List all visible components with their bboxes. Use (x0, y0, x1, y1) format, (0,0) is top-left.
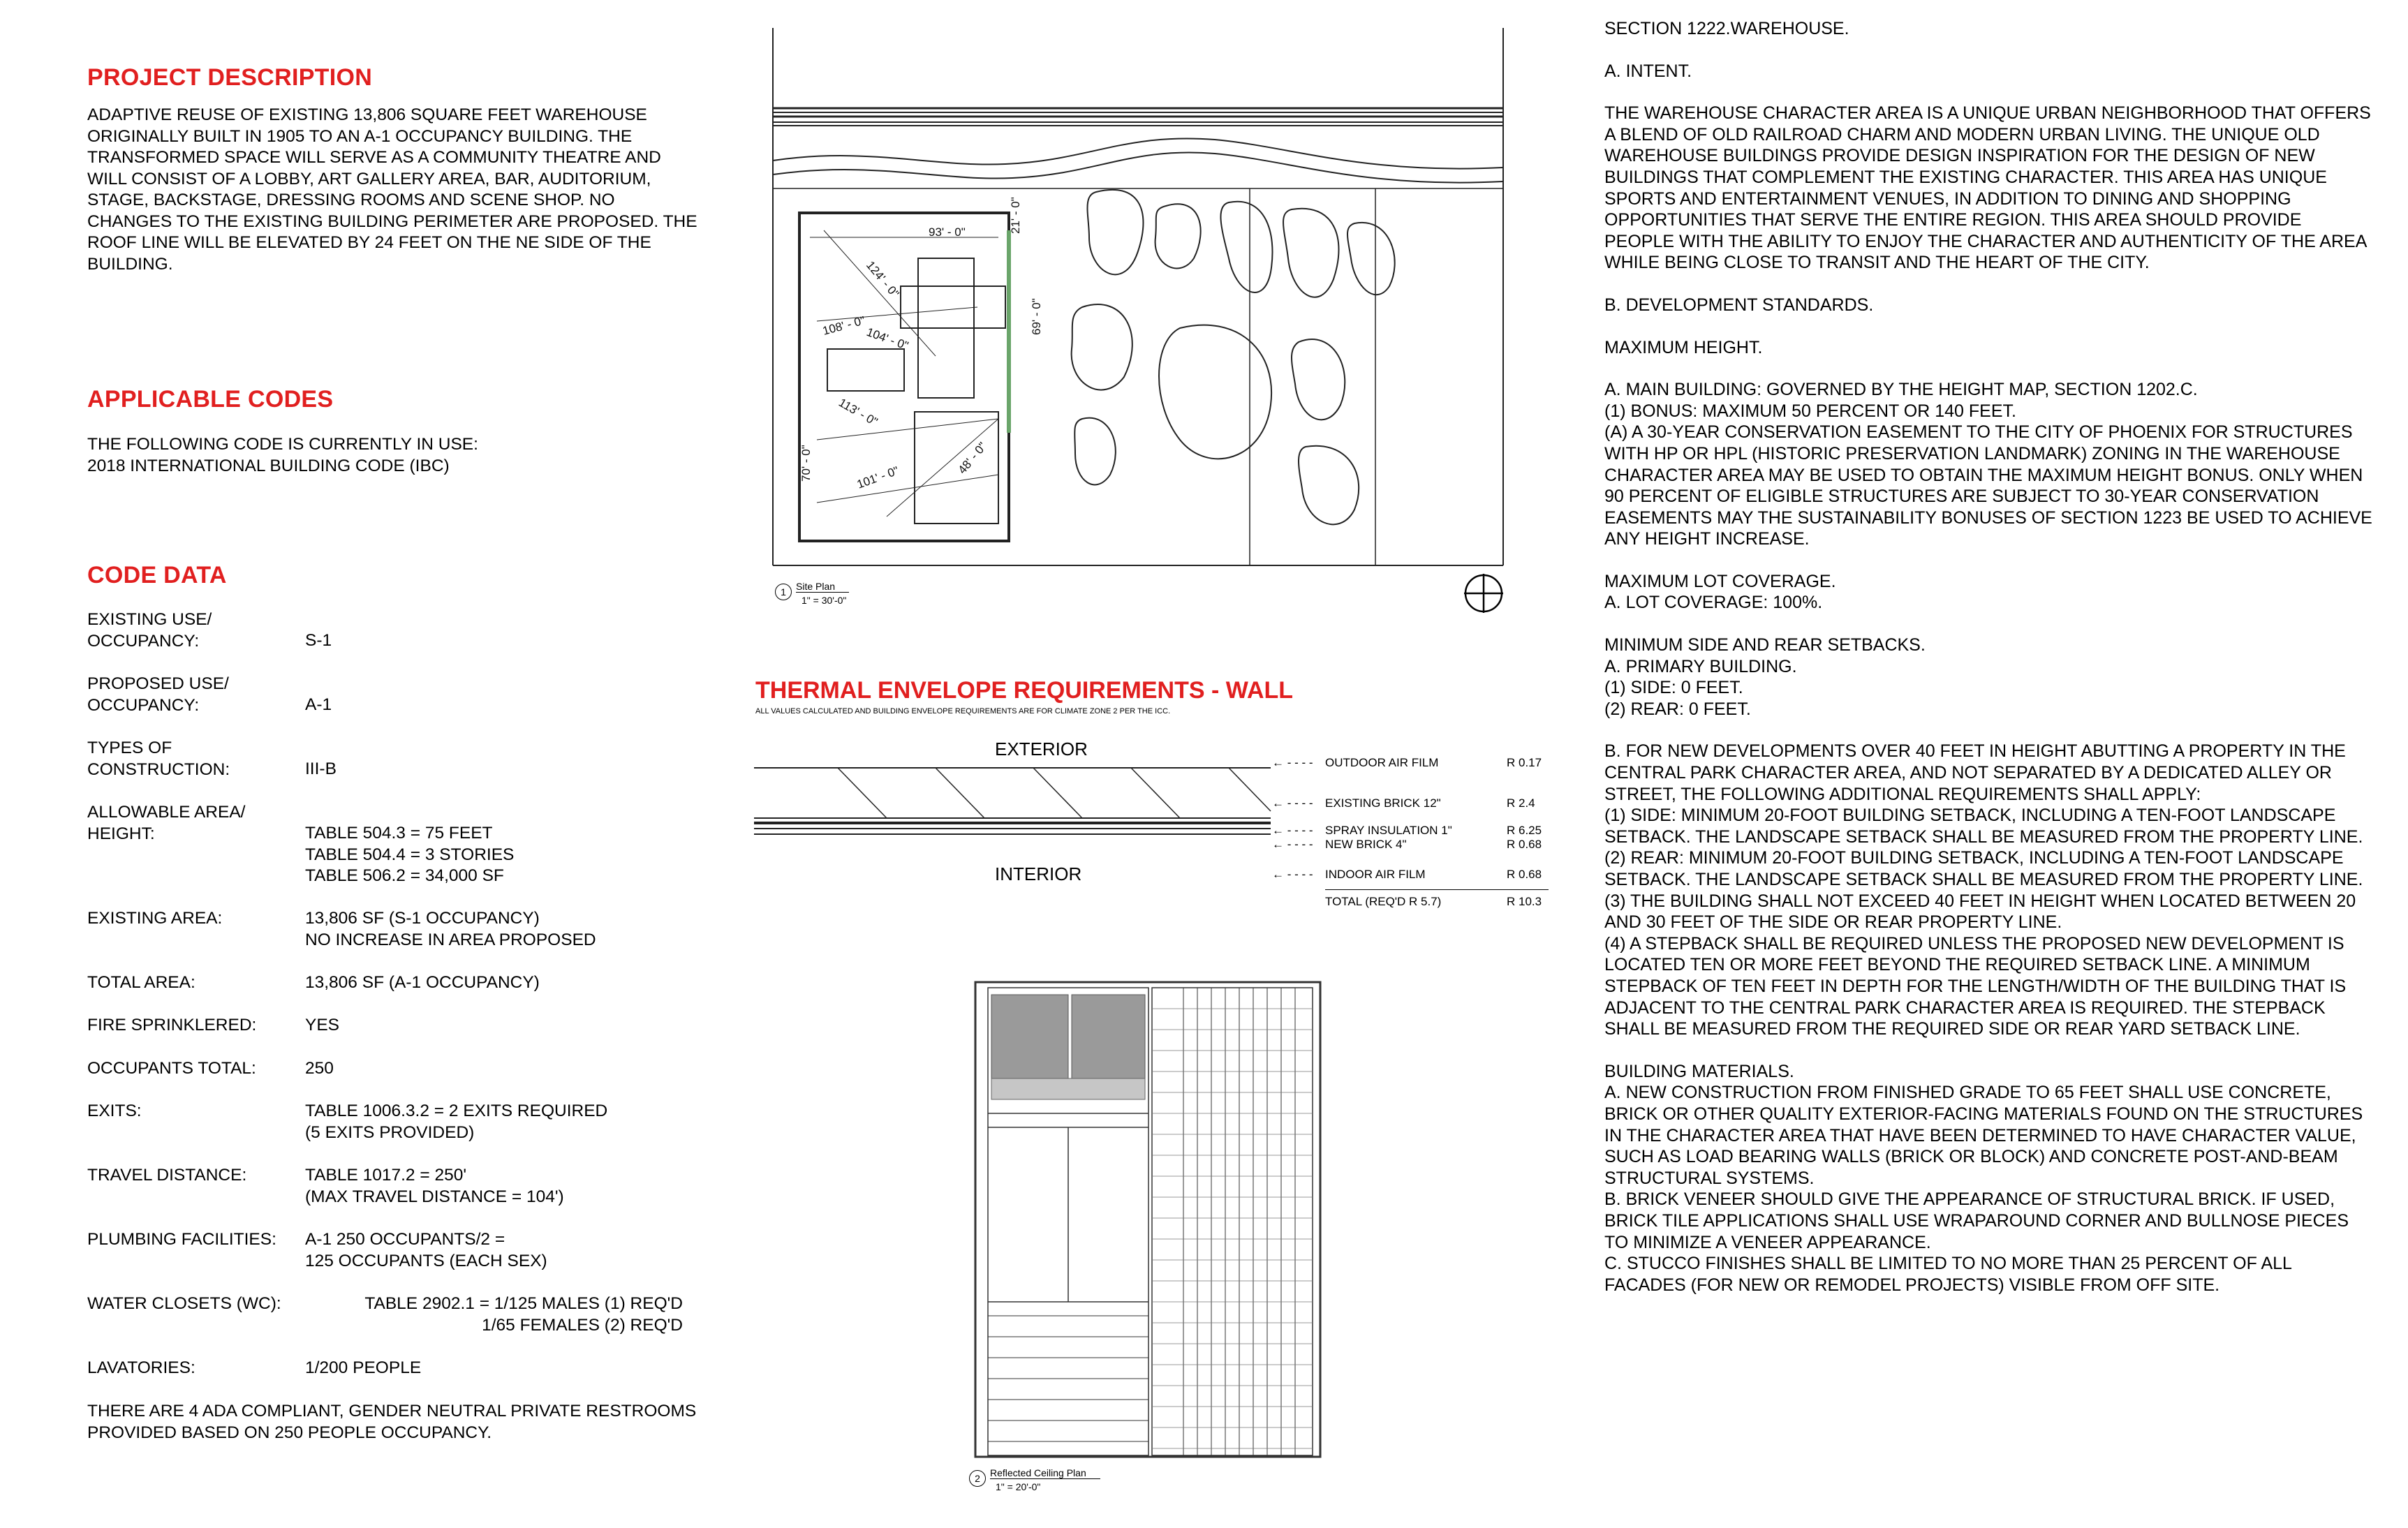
code-row-label: TYPES OF CONSTRUCTION: (87, 739, 230, 779)
layer-name: EXISTING BRICK 12" (1325, 796, 1441, 810)
ceiling-plan-tag (969, 1466, 1179, 1501)
applicable-codes-text (87, 434, 702, 477)
code-row-value: A-1 250 OCCUPANTS/2 = 125 OCCUPANTS (EACH SEX) (305, 1230, 547, 1270)
site-dim: 108' - 0" (821, 313, 867, 338)
code-row-value: A-1 (305, 695, 332, 714)
section-paragraph: MAXIMUM LOT COVERAGE. A. LOT COVERAGE: 100%. (1604, 571, 1836, 613)
code-row-label: EXISTING USE/ OCCUPANCY: (87, 610, 212, 651)
layer-r-value: R 0.68 (1507, 868, 1542, 881)
wall-interior-label: INTERIOR (995, 863, 1082, 884)
layer-r-value: R 6.25 (1507, 824, 1542, 837)
site-dim: 113' - 0" (836, 396, 880, 429)
code-row-label: OCCUPANTS TOTAL: (87, 1059, 256, 1078)
code-row-label: PROPOSED USE/ OCCUPANCY: (87, 674, 229, 715)
north-arrow-icon (1463, 572, 1505, 614)
section-title: SECTION 1222.WAREHOUSE. (1604, 19, 1849, 38)
applicable-codes-heading: APPLICABLE CODES (87, 386, 334, 413)
ceiling-plan-scale: 1" = 20'-0" (996, 1481, 1041, 1492)
site-plan-scale: 1" = 30'-0" (802, 595, 847, 606)
layer-arrow: ← - - - - (1272, 756, 1313, 769)
project-description-text: ADAPTIVE REUSE OF EXISTING 13,806 SQUARE FEET WAREHOUSE ORIGINALLY BUILT IN 1905 TO AN A-1 OCCUPANCY BUILDING. THE TRANSFORMED SPACE WILL SERVE AS A COMMUNITY THEATRE AND WILL CONSIST OF A LOBBY, ART GALLERY AREA, BAR, AUDITORIUM, STAGE, BACKSTAGE, DRESSING ROOMS AND SCENE SHOP. NO CHANGES TO THE EXISTING BUILDING PERIMETER ARE PROPOSED. THE ROOF LINE WILL BE ELEVATED BY 24 FEET ON THE NE SIDE OF THE BUILDING. (87, 105, 697, 274)
code-row-label: EXISTING AREA: (87, 909, 223, 928)
thermal-note: ALL VALUES CALCULATED AND BUILDING ENVELOPE REQUIREMENTS ARE FOR CLIMATE ZONE 2 PER THE ICC. (755, 707, 1171, 715)
code-row-value: S-1 (305, 631, 332, 650)
site-dim: 70' - 0" (799, 445, 813, 482)
code-row-label: EXITS: (87, 1102, 142, 1120)
ceiling-plan-number: 2 (969, 1470, 986, 1487)
code-row-value: 1/200 PEOPLE (305, 1358, 422, 1377)
code-row-value: YES (305, 1016, 340, 1034)
layer-arrow: ← - - - - (1272, 868, 1313, 881)
section-paragraph: MAXIMUM HEIGHT. (1604, 337, 1763, 357)
total-rule (1325, 889, 1549, 890)
thermal-heading: THERMAL ENVELOPE REQUIREMENTS - WALL (755, 677, 1294, 704)
code-row-value: 13,806 SF (S-1 OCCUPANCY) NO INCREASE IN AREA PROPOSED (305, 909, 596, 949)
code-row-label: TRAVEL DISTANCE: (87, 1166, 247, 1185)
layer-arrow: ← - - - - (1272, 796, 1313, 810)
code-row-label: LAVATORIES: (87, 1358, 195, 1377)
site-dim: 124' - 0" (863, 258, 902, 301)
code-row-value: 250 (305, 1059, 334, 1078)
section-paragraph: B. FOR NEW DEVELOPMENTS OVER 40 FEET IN HEIGHT ABUTTING A PROPERTY IN THE CENTRAL PARK CHARACTER AREA, AND NOT SEPARATED BY A DEDICATED ALLEY OR STREET, THE FOLLOWING ADDITIONAL REQUIREMENTS SHALL APPLY: (1) SIDE: MINIMUM 20-FOOT BUILDING SETBACK, INCLUDING A TEN-FOOT LANDSCAPE SETBACK. THE LANDSCAPE SETBACK SHALL BE MEASURED FROM THE PROPERTY LINE. (2) REAR: MINIMUM 20-FOOT BUILDING SETBACK, INCLUDING A TEN-FOOT LANDSCAPE SETBACK. THE LANDSCAPE SETBACK SHALL BE MEASURED FROM THE PROPERTY LINE. (3) THE BUILDING SHALL NOT EXCEED 40 FEET IN HEIGHT WHEN LOCATED BETWEEN 20 AND 30 FEET OF THE SIDE OR REAR PROPERTY LINE. (4) A STEPBACK SHALL BE REQUIRED UNLESS THE PROPOSED NEW DEVELOPMENT IS LOCATED TEN OR MORE FEET BEYOND THE REQUIRED SETBACK LINE. A MINIMUM STEPBACK OF TEN FEET IN DEPTH FOR THE LENGTH/WIDTH OF THE BUILDING THAT IS ADJACENT TO THE CENTRAL PARK CHARACTER AREA IS REQUIRED. THE STEPBACK SHALL BE MEASURED FROM THE REQUIRED SIDE OR REAR YARD SETBACK LINE. (1604, 741, 2363, 1039)
site-dim: 48' - 0" (955, 439, 989, 477)
code-row-label: WATER CLOSETS (WC): (87, 1294, 281, 1313)
layer-name: SPRAY INSULATION 1" (1325, 824, 1452, 837)
wall-exterior-label: EXTERIOR (995, 739, 1088, 759)
code-row-label: PLUMBING FACILITIES: (87, 1230, 276, 1249)
site-plan-tag (775, 579, 984, 614)
code-data-footer: THERE ARE 4 ADA COMPLIANT, GENDER NEUTRAL PRIVATE RESTROOMS PROVIDED BASED ON 250 PEOPLE OCCUPANCY. (87, 1402, 697, 1442)
code-row-value: TABLE 504.3 = 75 FEET TABLE 504.4 = 3 STORIES TABLE 506.2 = 34,000 SF (305, 824, 515, 885)
code-row-value: TABLE 1006.3.2 = 2 EXITS REQUIRED (5 EXITS PROVIDED) (305, 1102, 608, 1142)
site-plan-number: 1 (775, 584, 792, 600)
code-row-value: 13,806 SF (A-1 OCCUPANCY) (305, 973, 540, 992)
section-paragraph: BUILDING MATERIALS. A. NEW CONSTRUCTION FROM FINISHED GRADE TO 65 FEET SHALL USE CONCRETE, BRICK OR OTHER QUALITY EXTERIOR-FACING MATERIALS FOUND ON THE STRUCTURES IN THE CHARACTER AREA THAT HAVE BEEN DETERMINED TO HAVE CHARACTER VALUE, SUCH AS LOAD BEARING WALLS (BRICK OR BLOCK) AND CONCRETE POST-AND-BEAM STRUCTURAL SYSTEMS. B. BRICK VENEER SHOULD GIVE THE APPEARANCE OF STRUCTURAL BRICK. IF USED, BRICK TILE APPLICATIONS SHALL USE WRAPAROUND CORNER AND BULLNOSE PIECES TO MINIMIZE A VENEER APPEARANCE. C. STUCCO FINISHES SHALL BE LIMITED TO NO MORE THAN 25 PERCENT OF ALL FACADES (FOR NEW OR REMODEL PROJECTS) VISIBLE FROM OFF SITE. (1604, 1061, 2363, 1295)
layer-r-value: R 0.17 (1507, 756, 1542, 769)
layer-r-value: R 2.4 (1507, 796, 1535, 810)
applicable-codes-line-1: THE FOLLOWING CODE IS CURRENTLY IN USE: (87, 435, 478, 454)
code-row-label: ALLOWABLE AREA/ HEIGHT: (87, 803, 246, 843)
layer-arrow: ← - - - - (1272, 838, 1313, 851)
total-label: TOTAL (REQ'D R 5.7) (1325, 895, 1442, 908)
code-row-label: TOTAL AREA: (87, 973, 195, 992)
site-dim: 21' - 0" (1009, 197, 1022, 234)
layer-r-value: R 0.68 (1507, 838, 1542, 851)
total-value: R 10.3 (1507, 895, 1542, 908)
layer-name: NEW BRICK 4" (1325, 838, 1407, 851)
site-dim: 69' - 0" (1030, 298, 1043, 335)
code-row-label: FIRE SPRINKLERED: (87, 1016, 257, 1034)
layer-arrow: ← - - - - (1272, 824, 1313, 837)
project-description-heading: PROJECT DESCRIPTION (87, 64, 373, 91)
code-row-value: TABLE 2902.1 = 1/125 MALES (1) REQ'D 1/65 FEMALES (2) REQ'D (364, 1294, 683, 1335)
layer-name: INDOOR AIR FILM (1325, 868, 1426, 881)
section-paragraph: MINIMUM SIDE AND REAR SETBACKS. A. PRIMARY BUILDING. (1) SIDE: 0 FEET. (2) REAR: 0 FEET. (1604, 635, 1926, 719)
section-paragraph: B. DEVELOPMENT STANDARDS. (1604, 295, 1874, 315)
ceiling-plan-title: Reflected Ceiling Plan (990, 1467, 1100, 1479)
site-dim: 93' - 0" (929, 225, 966, 239)
site-dim: 104' - 0" (864, 325, 910, 353)
site-dim: 101' - 0" (855, 463, 901, 491)
site-plan-title: Site Plan (796, 581, 849, 593)
layer-name: OUTDOOR AIR FILM (1325, 756, 1439, 769)
section-1222-text (1604, 18, 2372, 1296)
section-paragraph: A. INTENT. (1604, 61, 1692, 81)
section-paragraph: THE WAREHOUSE CHARACTER AREA IS A UNIQUE URBAN NEIGHBORHOOD THAT OFFERS A BLEND OF OLD RAILROAD CHARM AND MODERN URBAN LIVING. THE UNIQUE OLD WAREHOUSE BUILDINGS PROVIDE DESIGN INSPIRATION FOR THE DESIGN OF NEW BUILDINGS THAT COMPLEMENT THE EXISTING CHARACTER. THIS AREA HAS UNIQUE SPORTS AND ENTERTAINMENT VENUES, IN ADDITION TO DINING AND SHOPPING OPPORTUNITIES THAT SERVE THE ENTIRE REGION. THIS AREA SHOULD PROVIDE PEOPLE WITH THE ABILITY TO ENJOY THE CHARACTER AND AUTHENTICITY OF THE AREA WHILE BEING CLOSE TO TRANSIT AND THE HEART OF THE CITY. (1604, 103, 2371, 273)
ceiling-plan-drawing (974, 981, 1330, 1466)
applicable-codes-line-2: 2018 INTERNATIONAL BUILDING CODE (IBC) (87, 456, 450, 475)
code-row-value: III-B (305, 759, 337, 778)
site-plan-drawing (761, 28, 1529, 586)
code-row-value: TABLE 1017.2 = 250' (MAX TRAVEL DISTANCE = 104') (305, 1166, 564, 1206)
section-paragraph: A. MAIN BUILDING: GOVERNED BY THE HEIGHT MAP, SECTION 1202.C. (1) BONUS: MAXIMUM 50 PERCENT OR 140 FEET. (A) A 30-YEAR CONSERVATION EASEMENT TO THE CITY OF PHOENIX FOR STRUCTURES WITH HP OR HPL (HISTORIC PRESERVATION LANDMARK) ZONING IN THE WAREHOUSE CHARACTER AREA MAY BE USED TO OBTAIN THE MAXIMUM HEIGHT BONUS. ONLY WHEN 90 PERCENT OF ELIGIBLE STRUCTURES ARE SUBJECT TO 30-YEAR CONSERVATION EASEMENTS MAY THE SUSTAINABILITY BONUSES OF SECTION 1223 BE USED TO ACHIEVE ANY HEIGHT INCREASE. (1604, 380, 2372, 549)
code-data-heading: CODE DATA (87, 562, 227, 588)
